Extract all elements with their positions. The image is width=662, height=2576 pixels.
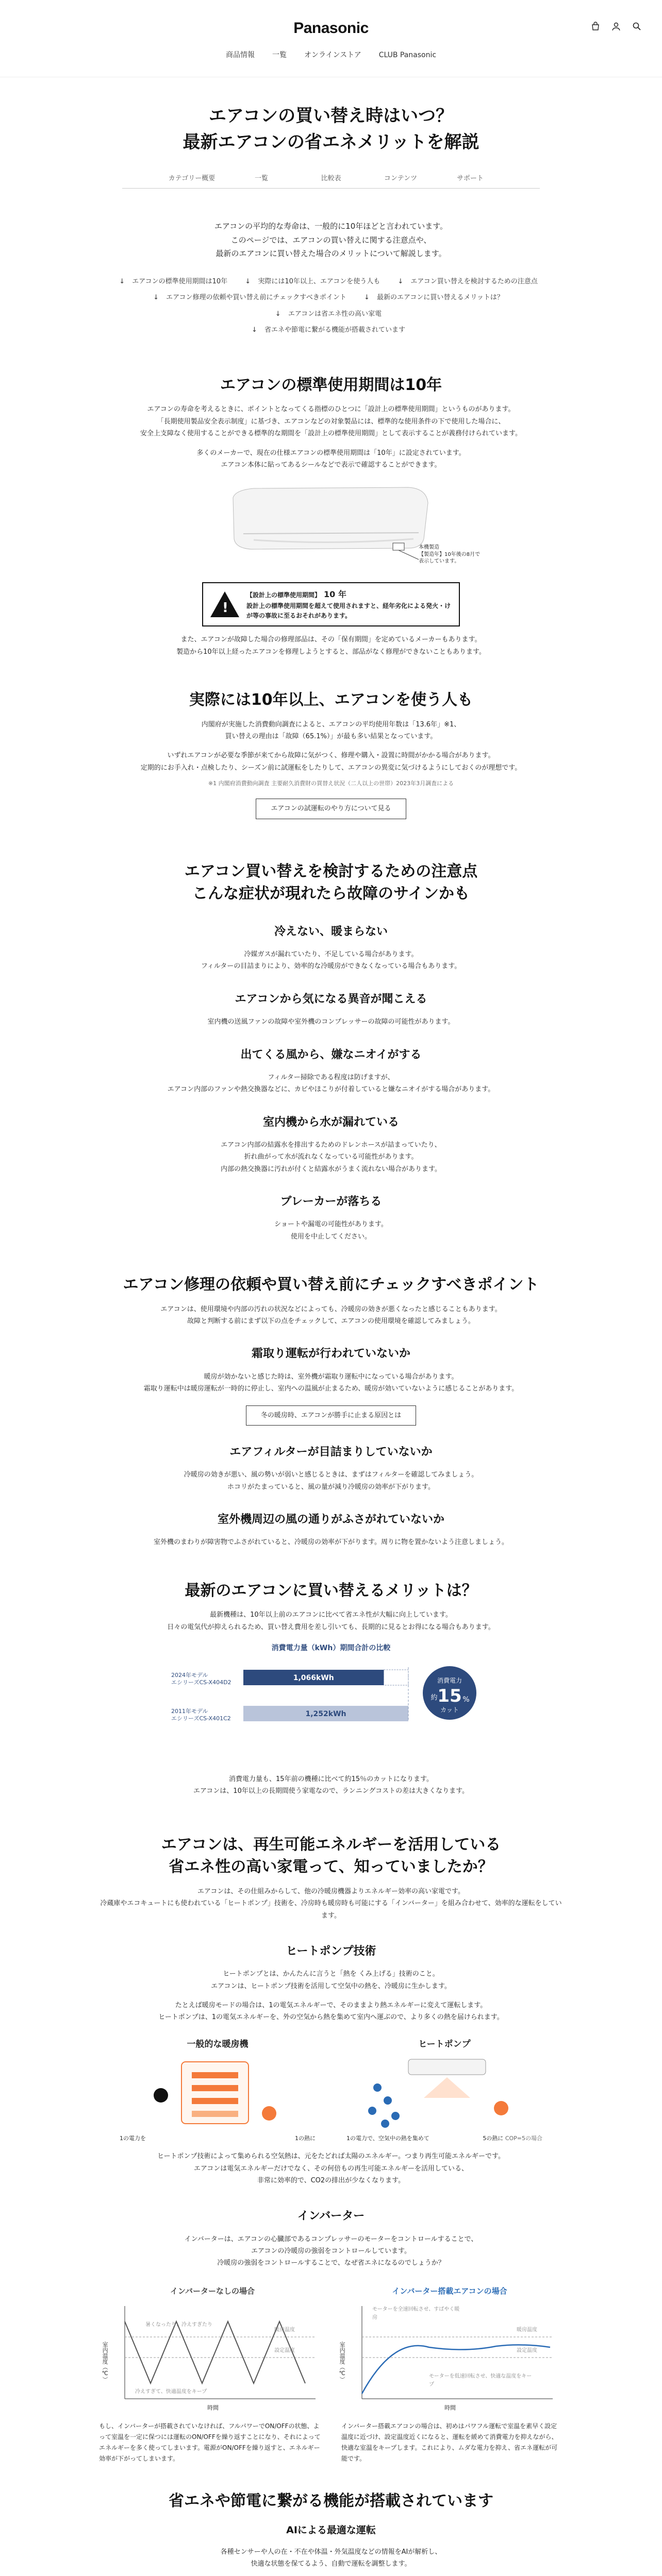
symptom-heading: 室内機から水が漏れている — [262, 1115, 399, 1129]
anchor-link[interactable]: ↓ エアコン修理の依頼や買い替え前にチェックすべきポイント — [153, 294, 346, 302]
text: 非常に効率的で、CO2の排出が少なくなります。 — [257, 2176, 405, 2184]
text: ヒートポンプは、1の電気エネルギーを、外の空気から熱を集めて室内へ運ぶので、より多くの熱を届けられます。 — [158, 2013, 504, 2022]
symptom-text — [99, 1016, 563, 1028]
defrost-info-button[interactable]: 冬の暖房時、エアコンが勝手に止まる原因とは — [246, 1405, 416, 1426]
warn-body: 設計上の標準使用期間を超えて使用されますと、経年劣化による発火・けが等の事故に至るおそれがあります。 — [246, 602, 451, 619]
text: 故障と判断する前にまず以下の点をチェックして、エアコンの使用環境を確認してみましょう。 — [187, 1317, 475, 1326]
check-heading: エアフィルターが目詰まりしていないか — [229, 1445, 433, 1459]
section-title-merits: 最新のエアコンに買い替えるメリットは？ — [185, 1581, 477, 1600]
symptom-text — [99, 948, 563, 973]
brand-logo[interactable]: Panasonic — [293, 20, 369, 37]
site-header — [0, 0, 662, 77]
text: 「長期使用製品安全表示制度」に基づき、エアコンなどの対象製品には、標準的な使用条件の下で使用した場合に、 — [157, 417, 505, 426]
graph-note: 冷えすぎて、快適温度をキープ — [135, 2388, 207, 2395]
text: 冷媒ガスが漏れていたり、不足している場合があります。 — [244, 951, 418, 959]
category-label: エシリーズCS-X404D2 — [171, 1679, 231, 1686]
anchor-link[interactable]: ↓ 最新のエアコンに買い替えるメリットは？ — [364, 294, 504, 302]
main-content — [99, 103, 563, 2576]
inverter-text: インバーター搭載エアコンの場合は、初めはパワフル運転で室温を素早く設定温度に近づけ、設定温度近くになると、運転を緩めて消費電力を抑えながら、快適な室温をキープします。これにより、ムダな電力を抑え、省エネ運転が可能です。 — [341, 2422, 558, 2462]
badge-text: カット — [440, 1706, 459, 1714]
text: 安全上支障なく使用することができる標準的な期間を「設計上の標準使用期間」として表示することが義務付けられています。 — [140, 430, 522, 438]
section-title-lifespan: エアコンの標準使用期間は10年 — [220, 376, 442, 394]
footnote: ※1 内閣府消費動向調査 主要耐久消費財の買替え状況（二人以上の世帯）2023年3月調査による — [208, 780, 454, 787]
intro-text — [99, 219, 563, 260]
heatpump-text — [99, 1999, 563, 2024]
paragraph — [99, 750, 563, 774]
feature-heading: AIによる最適な運転 — [286, 2524, 376, 2536]
text: 快適な状態を保てるよう、自動で運転を調整します。 — [251, 2560, 411, 2568]
feature-text — [99, 2546, 563, 2570]
section-title-symptoms — [99, 860, 563, 905]
symptom-text — [99, 1218, 563, 1243]
text: 室外機のまわりが障害物でふさがれていると、冷暖房の効率が下がります。周りに物を置かないよう注意しましょう。 — [154, 1538, 508, 1547]
symptom-text — [99, 1139, 563, 1175]
category-label: エシリーズCS-X401C2 — [171, 1715, 231, 1722]
anchor-link[interactable]: ↓ エアコン買い替えを検討するための注意点 — [398, 278, 538, 286]
heatpump-after — [99, 2150, 563, 2187]
warn-years: 10 年 — [324, 589, 346, 600]
symptom-text — [99, 1072, 563, 1096]
text: 買い替えの理由は「故障（65.1%）」が最も多い結果となっています。 — [225, 733, 437, 741]
header-icons — [591, 22, 641, 31]
intro-line: 最新のエアコンに買い替えた場合のメリットについて解説します。 — [216, 248, 446, 258]
gnav-products[interactable]: 商品情報 — [225, 51, 255, 59]
text: エアコンの冷暖房の強弱をコントロールしています。 — [251, 2247, 411, 2255]
paragraph — [99, 634, 563, 658]
text: ショートや漏電の可能性があります。 — [274, 1221, 388, 1229]
anchor-links — [99, 274, 563, 338]
gnav-store[interactable]: オンラインストア — [304, 51, 361, 59]
section-title-usage: 実際には10年以上、エアコンを使う人も — [189, 691, 473, 709]
text: 暖房が効かないと感じた時は、室外機が霜取り運転中になっている場合があります。 — [204, 1372, 458, 1381]
text: インバーターは、エアコンの心臓部であるコンプレッサーのモーターをコントロールすることで、 — [184, 2235, 478, 2243]
text: 内閣府が実施した消費動向調査によると、エアコンの平均使用年数は「13.6年」※1、 — [201, 720, 461, 728]
global-nav — [0, 49, 662, 61]
inverter-text — [99, 2233, 563, 2269]
badge-text: 約 — [431, 1694, 438, 1702]
inverter-graph — [341, 2285, 558, 2414]
text: いずれエアコンが必要な季節が来てから故障に気がつく、修理や購入・設置に時間がかかる場合があります。 — [167, 752, 495, 760]
category-tabs — [122, 169, 540, 189]
category-label: 2011年モデル — [171, 1708, 208, 1715]
badge-text: % — [462, 1696, 470, 1704]
text: 霜取り運転中は暖房運転が一時的に停止し、室内への温風が止まるため、暖房が効いていないように感じることがあります。 — [143, 1385, 519, 1393]
page-title-line1: エアコンの買い替え時はいつ？ — [208, 106, 454, 126]
anchor-link-label: 最新のエアコンに買い替えるメリットは？ — [377, 294, 504, 302]
chart-svg — [171, 1654, 491, 1757]
label-callout — [419, 544, 481, 565]
no-inverter-text: もし、インバーターが搭載されていなければ、フルパワーでON/OFFの状態、よって室温を一定に保つには運転のON/OFFを繰り返すことになり、それによってエネルギーを多く使ってしまいます。電源がON/OFFを繰り返すと、エネルギー効率が下がってしまいます。 — [99, 2422, 321, 2462]
title-line: エアコン買い替えを検討するための注意点 — [184, 862, 478, 880]
badge-number: 15 — [437, 1686, 462, 1707]
diagram-label: 1の電力を — [120, 2134, 146, 2142]
page-title-line2: 最新エアコンの省エネメリットを解説 — [183, 132, 479, 152]
diagram-title: ヒートポンプ — [418, 2039, 471, 2049]
graph-note: モーターを低速回転させ、快適な温度をキープ — [429, 2373, 532, 2388]
heatpump-diagram — [99, 2037, 563, 2143]
heatpump-text — [99, 1968, 563, 1992]
aircon-illustration — [223, 482, 481, 570]
user-icon[interactable] — [611, 22, 621, 31]
intro-line: エアコンの平均的な寿命は、一般的に10年ほどと言われています。 — [214, 222, 448, 231]
inverter-graphs — [99, 2285, 563, 2414]
text: エアコン内部のファンや熱交換器などに、カビやほこりが付着していると嫌なニオイがする場合があります。 — [167, 1086, 495, 1094]
tab-overview[interactable]: カテゴリー概要 — [168, 175, 216, 182]
anchor-link-label: 実際には10年以上、エアコンを使う人も — [258, 278, 380, 286]
anchor-link-label: エアコンの標準使用期間は10年 — [132, 278, 228, 286]
section-title-checkpoints: エアコン修理の依頼や買い替え前にチェックすべきポイント — [123, 1276, 539, 1294]
tab-list[interactable]: 一覧 — [254, 175, 268, 182]
diagram-label: 5の熱に — [483, 2134, 504, 2142]
graph-title: インバーターなしの場合 — [170, 2286, 255, 2296]
paragraph — [99, 1609, 563, 1633]
text: エアコンの寿命を考えるときに、ポイントとなってくる指標のひとつに「設計上の標準使用期間」というものがあります。 — [147, 405, 515, 414]
diagram-title: 一般的な暖房機 — [187, 2039, 249, 2049]
inverter-explanations — [99, 2421, 563, 2464]
text: 使用を中止してください。 — [290, 1232, 371, 1241]
symptom-heading: 冷えない、暖まらない — [274, 925, 388, 938]
text: 多くのメーカーで、現在の仕様エアコンの標準使用期間は「10年」に設定されています。 — [196, 449, 466, 457]
graph-title: インバーター搭載エアコンの場合 — [392, 2286, 507, 2296]
anchor-link-label: エアコン買い替えを検討するための注意点 — [410, 278, 538, 286]
text: 折れ曲がって水が流れなくなっている可能性があります。 — [244, 1153, 418, 1161]
paragraph — [99, 403, 563, 439]
gnav-club[interactable]: CLUB Panasonic — [378, 51, 437, 59]
text: エアコンは、その仕組みからして、他の冷暖房機器よりエネルギー効率の高い家電です。 — [197, 1887, 465, 1895]
text: 冷暖房の効きが悪い、風の勢いが弱いと感じるときは、まずはフィルターを確認してみましょう。 — [184, 1471, 478, 1479]
check-text — [99, 1371, 563, 1395]
paragraph — [99, 447, 563, 471]
diagram-label: 1の電力で、空気中の熱を集めて — [346, 2134, 429, 2142]
bar-value-label: 1,252kWh — [305, 1710, 346, 1719]
graph-note: モーターを全速回転させ、すばやく暖房 — [372, 2306, 460, 2321]
difference-band — [384, 1670, 408, 1685]
gnav-list[interactable]: 一覧 — [272, 51, 287, 59]
section-title-renewable — [99, 1834, 563, 1878]
category-label: 2024年モデル — [171, 1672, 208, 1679]
paragraph — [99, 1773, 563, 1798]
check-heading: 霜取り運転が行われていないか — [251, 1347, 410, 1361]
warning-icon: ! — [210, 591, 239, 617]
text: エアコン本体に貼ってあるシールなどで表示で確認することができます。 — [221, 461, 441, 469]
text: 各種センサーや人の在・不在や体温・外気温度などの情報をAIが解析し、 — [220, 2548, 442, 2556]
tab-support[interactable]: サポート — [456, 175, 484, 182]
search-icon[interactable] — [632, 22, 641, 31]
text: エアコンは、使用環境や内部の汚れの状況などによっても、冷暖房の効きが悪くなったと感じることもあります。 — [160, 1305, 502, 1313]
text: フィルター掃除である程度は防げますが、 — [268, 1073, 394, 1081]
tab-compare[interactable]: 比較表 — [321, 175, 341, 182]
heatpump-heading: ヒートポンプ技術 — [286, 1944, 376, 1958]
chart-title: 消費電力量（kWh）期間合計の比較 — [271, 1644, 391, 1653]
anchor-link[interactable]: ↓ 省エネや節電に繋がる機能が搭載されています — [251, 326, 406, 334]
paragraph — [99, 719, 563, 743]
label-line: 表示しています。 — [419, 558, 460, 565]
check-heading: 室外機周辺の風の通りがふさがれていないか — [217, 1513, 444, 1527]
text: また、エアコンが故障した場合の修理部品は、その「保有期間」を定めているメーカーもあります。 — [180, 636, 482, 644]
title-line: こんな症状が現れたら故障のサインかも — [192, 885, 470, 903]
diagram-sub: COP=5の場合 — [505, 2134, 542, 2142]
text: 製造から10年以上経ったエアコンを修理しようとすると、部品がなく修理ができないこともあります。 — [176, 648, 486, 656]
text: 冷暖房の強弱をコントロールすることで、なぜ省エネになるのでしょうか？ — [217, 2259, 445, 2267]
y-axis-label: 室内温度（℃） — [102, 2341, 109, 2382]
graph-note: 暖房温度 — [517, 2327, 537, 2333]
graph-note: 設定温度 — [274, 2347, 295, 2353]
anchor-link-label: エアコン修理の依頼や買い替え前にチェックすべきポイント — [166, 294, 346, 302]
check-text — [99, 1536, 563, 1548]
tab-contents[interactable]: コンテンツ — [384, 175, 418, 182]
graph-note: 設定温度 — [517, 2347, 537, 2353]
bag-icon[interactable] — [591, 22, 600, 31]
intro-line: このページでは、エアコンの買い替えに関する注意点や、 — [230, 235, 432, 245]
no-inverter-graph — [104, 2285, 321, 2414]
anchor-link[interactable]: ↓ エアコンの標準使用期間は10年 — [119, 278, 228, 286]
anchor-link[interactable]: ↓ エアコンは省エネ性の高い家電 — [275, 310, 382, 318]
paragraph — [99, 1886, 563, 1922]
symptom-heading: エアコンから気になる異音が聞こえる — [235, 992, 427, 1006]
anchor-link-label: 省エネや節電に繋がる機能が搭載されています — [264, 326, 406, 334]
text: 内部の熱交換器に汚れが付くと結露水がうまく流れない場合があります。 — [221, 1165, 441, 1173]
label-line: 本機製造 — [419, 545, 439, 551]
check-text — [99, 1469, 563, 1493]
text: 日々の電気代が抑えられるため、買い替え費用を差し引いても、長期的に見るとお得になる場合もあります。 — [167, 1623, 495, 1631]
text: エアコンは、10年以上の長期間使う家電なので、ランニングコストの差は大きくなります。 — [193, 1787, 469, 1795]
anchor-link-label: エアコンは省エネ性の高い家電 — [288, 310, 382, 318]
page-title — [99, 103, 563, 156]
power-chart — [171, 1642, 491, 1766]
paragraph — [99, 1303, 563, 1328]
anchor-link[interactable]: ↓ 実際には10年以上、エアコンを使う人も — [245, 278, 380, 286]
diagram-label: 1の熱に — [295, 2134, 316, 2142]
x-axis-label: 時間 — [444, 2404, 456, 2411]
text: 冷蔵庫やエコキュートにも使われている「ヒートポンプ」技術を、冷房時も暖房時も可能にする「インバーター」を組み合わせて、効率的な運転をしています。 — [100, 1900, 562, 1920]
label-line: 【製造年】10年後の8月で — [419, 551, 481, 557]
heater-diagram — [120, 2037, 316, 2143]
text: フィルターの目詰まりにより、効率的な冷暖房ができなくなっている場合もあります。 — [201, 962, 461, 971]
warn-lead: 【設計上の標準使用期間】 — [246, 591, 318, 599]
text: エアコン内部の結露水を排出するためのドレンホースが詰まっていたり、 — [221, 1141, 441, 1149]
text: ホコリがたまっていると、風の量が減り冷暖房の効率が下がります。 — [227, 1483, 435, 1491]
text: 定期的にお手入れ・点検したり、シーズン前に試運転をしたりして、エアコンの異変に気づけるようにしておくのが理想です。 — [140, 764, 522, 772]
text: エアコンは、ヒートポンプ技術を活用して空気中の熱を、冷暖房に生かします。 — [211, 1982, 451, 1990]
graph-note: 暑くなったり、冷えすぎたり — [145, 2321, 212, 2328]
badge-text: 消費電力 — [437, 1677, 462, 1685]
text: たとえば暖房モードの場合は、1の電気エネルギーで、そのままより熱エネルギーに変えて運転します。 — [175, 2002, 487, 2010]
title-line: 省エネ性の高い家電って、知っていましたか？ — [169, 1858, 493, 1876]
graph-note: 暖房温度 — [274, 2327, 295, 2333]
test-run-button[interactable]: エアコンの試運転のやり方について見る — [256, 799, 406, 819]
symptom-heading: ブレーカーが落ちる — [280, 1195, 382, 1209]
symptom-heading: 出てくる風から、嫌なニオイがする — [240, 1048, 422, 1061]
inverter-heading: インバーター — [297, 2210, 365, 2223]
heatpump-illustration — [346, 2037, 542, 2143]
text: 室内機の送風ファンの故障や室外機のコンプレッサーの故障の可能性があります。 — [207, 1018, 455, 1026]
x-axis-label: 時間 — [207, 2404, 219, 2411]
y-axis-label: 室内温度（℃） — [339, 2341, 346, 2382]
title-line: エアコンは、再生可能エネルギーを活用している — [161, 1835, 501, 1854]
text: 最新機種は、10年以上前のエアコンに比べて省エネ性が大幅に向上しています。 — [210, 1611, 452, 1619]
text: ヒートポンプ技術によって集められる空気熱は、元をたどれば太陽のエネルギー。つまり再生可能エネルギーです。 — [157, 2153, 505, 2161]
warning-text — [246, 588, 452, 620]
text: エアコンは電気エネルギーだけでなく、その何倍もの再生可能エネルギーを活用している、 — [193, 2164, 469, 2173]
text: 消費電力量も、15年前の機種に比べて約15％のカットになります。 — [229, 1775, 433, 1784]
text: ヒートポンプとは、かんたんに言うと「熱を くみ上げる」技術のこと。 — [223, 1970, 439, 1978]
section-title-features: 省エネや節電に繋がる機能が搭載されています — [169, 2492, 493, 2510]
warning-label — [202, 582, 460, 626]
bar-value-label: 1,066kWh — [293, 1674, 334, 1683]
